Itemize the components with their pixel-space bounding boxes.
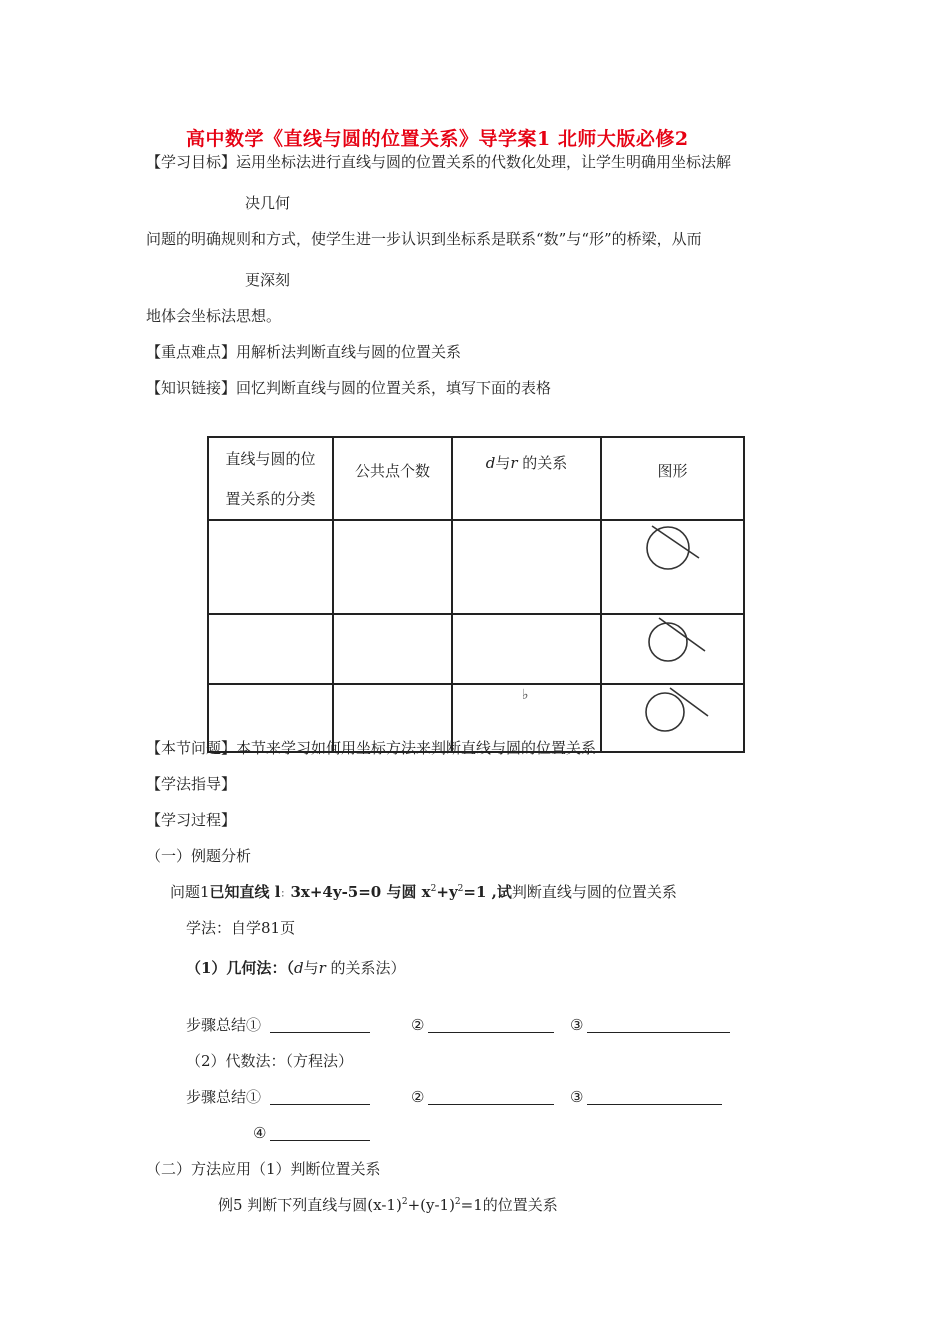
goal-line-1 xyxy=(146,152,731,172)
problem1-prefix: 问题1 xyxy=(170,883,210,901)
method1-r: r xyxy=(318,959,326,977)
problem1-bold-3: +y xyxy=(436,883,458,901)
header-points: 公共点个数 xyxy=(354,462,430,480)
table-header-row xyxy=(208,437,744,520)
header-yu: 与 xyxy=(495,454,511,472)
question-label: 【本节问题】 xyxy=(146,739,237,757)
table-cell xyxy=(333,520,452,614)
focus-line xyxy=(146,342,461,362)
steps2-blank-3[interactable] xyxy=(587,1088,722,1105)
page-title: 高中数学《直线与圆的位置关系》导学案1 北师大版必修2 xyxy=(186,128,689,150)
steps1-blank-3[interactable] xyxy=(587,1016,730,1033)
focus-label: 【重点难点】 xyxy=(146,343,237,361)
question-line xyxy=(146,738,596,758)
method1-yu: 与 xyxy=(303,959,319,977)
steps1-blank-1[interactable] xyxy=(270,1016,370,1033)
method1-d: d xyxy=(293,959,304,977)
method2-line: （2）代数法：（方程法） xyxy=(186,1052,354,1070)
table-cell xyxy=(601,684,744,752)
example5-tail: =1的位置关系 xyxy=(460,1196,558,1214)
steps1-label: 步骤总结① xyxy=(186,1016,262,1034)
table-cell xyxy=(452,614,601,684)
circle-line-figure-separate xyxy=(602,685,743,747)
steps1-num-2: ② xyxy=(411,1016,425,1034)
problem1-tail: 判断直线与圆的位置关系 xyxy=(511,883,677,901)
study-line: 学法：自学81页 xyxy=(186,919,296,937)
link-text: 回忆判断直线与圆的位置关系，填写下面的表格 xyxy=(236,379,552,397)
relation-table xyxy=(207,436,745,753)
example5-sup-2: 2 xyxy=(454,1197,461,1207)
link-line xyxy=(146,378,551,398)
method1-close: 的关系法） xyxy=(325,959,406,977)
problem1-bold-4: =1 ,试 xyxy=(463,883,512,901)
circle-line-figure-intersecting xyxy=(602,521,743,609)
method1-open: （ xyxy=(286,959,294,977)
goal-line-3: 问题的明确规则和方式，使学生进一步认识到坐标系是联系“数”与“形”的桥梁，从而 xyxy=(146,230,702,248)
steps2-blank-4[interactable] xyxy=(270,1124,370,1141)
focus-text: 用解析法判断直线与圆的位置关系 xyxy=(236,343,462,361)
table-row xyxy=(208,614,744,684)
table-row xyxy=(208,520,744,614)
table-cell xyxy=(601,520,744,614)
table-cell xyxy=(452,520,601,614)
problem1-colon: ： xyxy=(280,889,291,900)
header-r: r xyxy=(510,454,518,472)
example5-line xyxy=(218,1195,558,1215)
guide-heading: 【学法指导】 xyxy=(146,775,237,793)
header-dr xyxy=(453,438,600,482)
goal-text-1: 运用坐标法进行直线与圆的位置关系的代数化处理，让学生明确用坐标法解 xyxy=(236,153,732,171)
process-heading: 【学习过程】 xyxy=(146,811,237,829)
circle-line-figure-tangent xyxy=(602,615,743,679)
method1-line xyxy=(186,958,406,978)
steps1-blank-2[interactable] xyxy=(428,1016,554,1033)
goal-label: 【学习目标】 xyxy=(146,153,237,171)
header-d: d xyxy=(485,454,496,472)
header-category-line-2: 置关系的分类 xyxy=(225,490,316,508)
method1-label: （1）几何法： xyxy=(186,959,287,977)
problem1-sup-1: 2 xyxy=(430,884,437,894)
steps2-num-4: ④ xyxy=(253,1124,267,1142)
header-figure: 图形 xyxy=(657,462,688,480)
stray-mark: ♭ xyxy=(522,687,529,703)
header-category-line-1: 直线与圆的位 xyxy=(225,450,316,468)
header-cell-category xyxy=(208,437,333,520)
goal-line-2: 决几何 xyxy=(245,194,291,212)
steps2-blank-1[interactable] xyxy=(270,1088,370,1105)
steps2-blank-2[interactable] xyxy=(428,1088,554,1105)
header-cell-figure xyxy=(601,437,744,520)
header-relation: 的关系 xyxy=(517,454,568,472)
part1-heading: （一）例题分析 xyxy=(146,847,252,865)
table-cell xyxy=(333,614,452,684)
goal-line-5: 地体会坐标法思想。 xyxy=(146,307,282,325)
steps2-label: 步骤总结① xyxy=(186,1088,262,1106)
example5-sup-1: 2 xyxy=(401,1197,408,1207)
steps2-num-2: ② xyxy=(411,1088,425,1106)
steps2-num-3: ③ xyxy=(570,1088,584,1106)
example5-mid: +(y-1) xyxy=(407,1196,455,1214)
part2-heading: （二）方法应用（1）判断位置关系 xyxy=(146,1160,381,1178)
problem1-bold-1: 已知直线 l xyxy=(209,883,281,901)
problem1-sup-2: 2 xyxy=(457,884,464,894)
goal-line-4: 更深刻 xyxy=(245,271,291,289)
header-cell-points xyxy=(333,437,452,520)
table-cell xyxy=(208,614,333,684)
table-cell xyxy=(208,520,333,614)
problem1-line xyxy=(170,882,677,905)
example5-prefix: 例5 判断下列直线与圆(x-1) xyxy=(218,1196,402,1214)
steps1-num-3: ③ xyxy=(570,1016,584,1034)
header-cell-dr xyxy=(452,437,601,520)
problem1-bold-2: 3x+4y-5=0 与圆 x xyxy=(290,883,431,901)
link-label: 【知识链接】 xyxy=(146,379,237,397)
question-text: 本节来学习如何用坐标方法来判断直线与圆的位置关系 xyxy=(236,739,597,757)
table-cell xyxy=(601,614,744,684)
